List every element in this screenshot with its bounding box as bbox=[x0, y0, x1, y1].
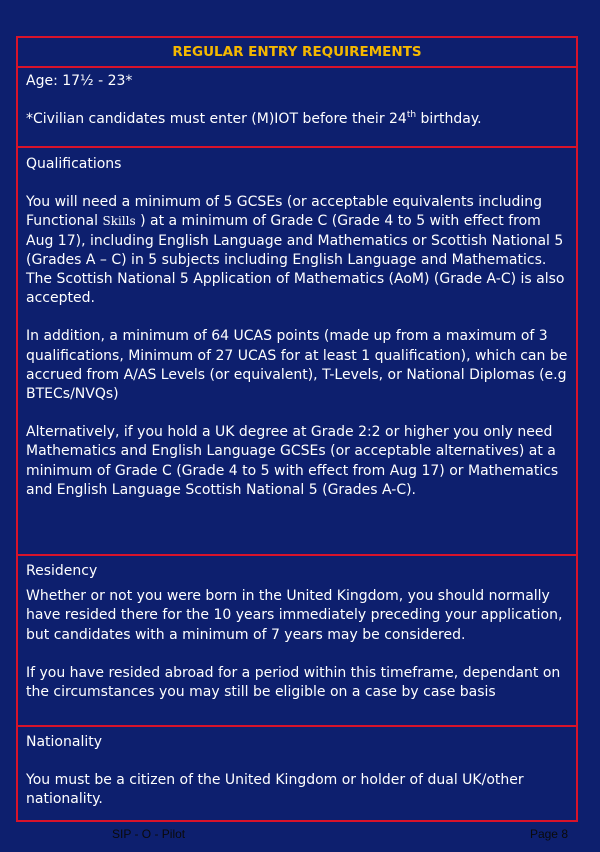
qualifications-heading: Qualifications bbox=[26, 156, 122, 172]
age-section bbox=[18, 68, 576, 148]
residency-heading: Residency bbox=[26, 563, 98, 579]
qualifications-paragraph-1 bbox=[26, 193, 568, 308]
nationality-heading: Nationality bbox=[26, 734, 103, 750]
qualifications-paragraph-2: In addition, a minimum of 64 UCAS points (made up from a maximum of 3 qualifications, Minimum of 27 UCAS for at least 1 qualification), which can be accrued from A/AS Levels (or equivalent), T-Levels, or National Diplomas (e.g BTECs/NVQs) bbox=[26, 328, 568, 403]
qualifications-paragraph-3: Alternatively, if you hold a UK degree at Grade 2:2 or higher you only need Mathematics and English Language GCSEs (or acceptable alternatives) at a minimum of Grade C (Grade 4 to 5 with effect from Aug 17) or Mathematics and English Language Scottish National 5 (Grades A-C). bbox=[26, 424, 559, 498]
qualifications-section bbox=[18, 148, 576, 556]
requirements-table bbox=[16, 36, 578, 822]
footer-document-label: SIP - O - Pilot bbox=[112, 827, 186, 841]
residency-section bbox=[18, 556, 576, 727]
nationality-paragraph: You must be a citizen of the United Kingdom or holder of dual UK/other nationality. bbox=[26, 772, 524, 808]
residency-paragraph-1: Whether or not you were born in the United Kingdom, you should normally have resided there for the 10 years immediately preceding your application, but candidates with a minimum of 7 years may be considered. bbox=[26, 588, 563, 643]
residency-paragraph-2: If you have resided abroad for a period within this timeframe, dependant on the circumstances you may still be eligible on a case by case basis bbox=[26, 664, 561, 701]
age-line: Age: 17½ - 23* bbox=[26, 73, 133, 89]
footer-page-number: Page 8 bbox=[529, 827, 568, 841]
age-note-suffix: birthday. bbox=[416, 111, 482, 128]
table-title: REGULAR ENTRY REQUIREMENTS bbox=[172, 44, 422, 60]
age-note-superscript: th bbox=[406, 110, 417, 121]
nationality-section bbox=[18, 727, 576, 820]
qualifications-p1-skills: Skills bbox=[102, 214, 136, 229]
age-note-text: *Civilian candidates must enter (M)IOT before their 24 bbox=[26, 111, 407, 128]
qualifications-p1-after: ) at a minimum of Grade C (Grade 4 to 5 with effect from Aug 17), including English Language and Mathematics or Scottish National 5 (Grades A – C) in 5 subjects including English Language and Mathematics. The Scottish National 5 Application of Mathematics (AoM) (Grade A-C) is also accepted. bbox=[26, 213, 565, 307]
qualifications-p1-before: You will need a minimum of 5 GCSEs (or acceptable equivalents including Functional bbox=[26, 194, 543, 230]
page-footer bbox=[0, 824, 600, 846]
table-header-row bbox=[18, 38, 576, 68]
age-note bbox=[26, 110, 568, 129]
